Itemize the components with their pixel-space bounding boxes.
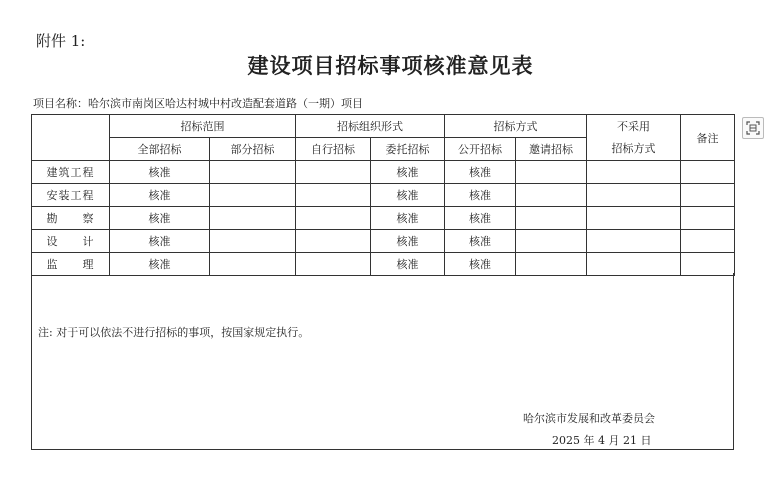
scope-header: 招标范围 — [110, 115, 296, 138]
issuing-organization: 哈尔滨市发展和改革委员会 — [523, 412, 655, 425]
cell-full: 核准 — [110, 230, 210, 253]
cell-public: 核准 — [445, 207, 516, 230]
cell-not-adopted — [587, 230, 681, 253]
cell-remarks — [681, 230, 735, 253]
cell-partial — [210, 161, 296, 184]
cell-entrusted: 核准 — [371, 184, 445, 207]
qr-scan-button[interactable] — [742, 117, 764, 139]
cell-entrusted: 核准 — [371, 230, 445, 253]
cell-invited — [516, 161, 587, 184]
table-row — [32, 161, 735, 184]
invited-tender-header: 邀请招标 — [516, 138, 587, 161]
cell-entrusted: 核准 — [371, 253, 445, 276]
attachment-label: 附件 1: — [36, 32, 86, 50]
cell-full: 核准 — [110, 253, 210, 276]
table-row — [32, 207, 735, 230]
cell-partial — [210, 184, 296, 207]
not-adopted-header-line2: 招标方式 — [611, 141, 656, 155]
cell-self — [296, 207, 371, 230]
cell-entrusted: 核准 — [371, 161, 445, 184]
cell-remarks — [681, 184, 735, 207]
cell-self — [296, 161, 371, 184]
note-text: 注: 对于可以依法不进行招标的事项，按国家规定执行。 — [38, 326, 310, 339]
cell-invited — [516, 184, 587, 207]
table-footer — [31, 273, 734, 450]
cell-not-adopted — [587, 184, 681, 207]
project-name: 项目名称：哈尔滨市南岗区哈达村城中村改造配套道路（一期）项目 — [33, 97, 363, 110]
cell-public: 核准 — [445, 230, 516, 253]
cell-invited — [516, 207, 587, 230]
cell-public: 核准 — [445, 253, 516, 276]
cell-entrusted: 核准 — [371, 207, 445, 230]
cell-public: 核准 — [445, 161, 516, 184]
cell-full: 核准 — [110, 207, 210, 230]
method-header: 招标方式 — [445, 115, 587, 138]
table-header-row — [32, 115, 735, 138]
row-label: 安装工程 — [32, 184, 110, 207]
self-tender-header: 自行招标 — [296, 138, 371, 161]
cell-public: 核准 — [445, 184, 516, 207]
cell-not-adopted — [587, 207, 681, 230]
cell-full: 核准 — [110, 161, 210, 184]
corner-cell — [32, 115, 110, 161]
organization-header: 招标组织形式 — [296, 115, 445, 138]
row-label: 勘 察 — [32, 207, 110, 230]
cell-not-adopted — [587, 161, 681, 184]
page-title: 建设项目招标事项核准意见表 — [247, 53, 534, 78]
row-label: 设 计 — [32, 230, 110, 253]
table-row — [32, 230, 735, 253]
public-tender-header: 公开招标 — [445, 138, 516, 161]
cell-full: 核准 — [110, 184, 210, 207]
cell-invited — [516, 230, 587, 253]
cell-remarks — [681, 161, 735, 184]
cell-remarks — [681, 207, 735, 230]
cell-partial — [210, 230, 296, 253]
row-label: 监 理 — [32, 253, 110, 276]
cell-self — [296, 184, 371, 207]
remarks-header: 备注 — [681, 115, 735, 161]
approval-table — [31, 114, 735, 276]
issue-date: 2025 年 4 月 21 日 — [552, 434, 652, 447]
entrusted-tender-header: 委托招标 — [371, 138, 445, 161]
not-adopted-header-line1: 不采用 — [617, 119, 650, 133]
not-adopted-header — [587, 115, 681, 161]
qr-scan-icon — [746, 121, 760, 135]
cell-self — [296, 230, 371, 253]
partial-tender-header: 部分招标 — [210, 138, 296, 161]
cell-partial — [210, 207, 296, 230]
table-row — [32, 184, 735, 207]
full-tender-header: 全部招标 — [110, 138, 210, 161]
row-label: 建筑工程 — [32, 161, 110, 184]
